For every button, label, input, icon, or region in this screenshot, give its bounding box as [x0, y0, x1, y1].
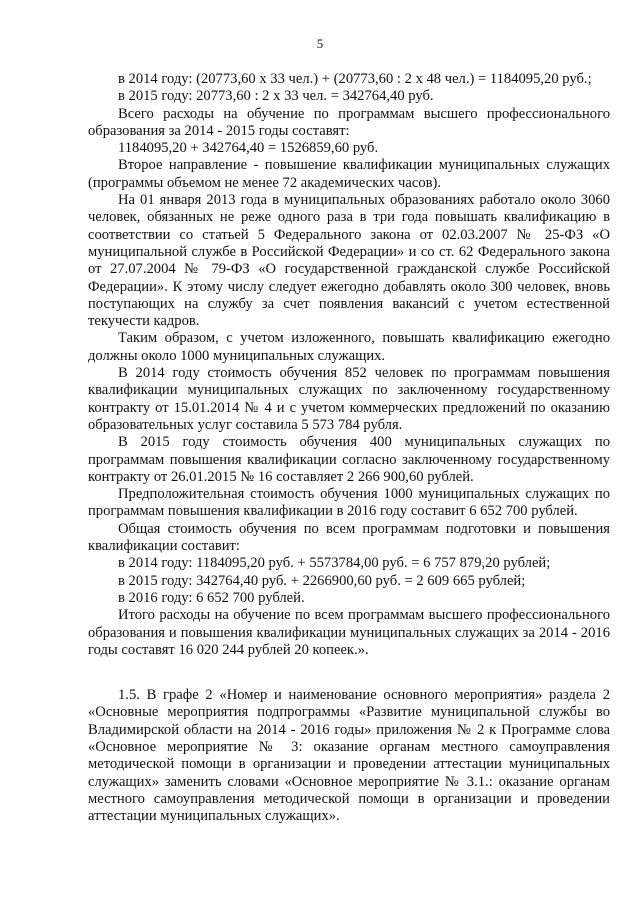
section-gap	[88, 659, 610, 687]
paragraph: Таким образом, с учетом изложенного, повышать квалификацию ежегодно должны около 1000 муниципальных служащих.	[88, 330, 610, 364]
paragraph: в 2014 году: 1184095,20 руб. + 5573784,00 руб. = 6 757 879,20 рублей;	[118, 555, 551, 572]
paragraph: 1184095,20 + 342764,40 = 1526859,60 руб.	[118, 140, 379, 157]
paragraph: в 2015 году: 342764,40 руб. + 2266900,60 руб. = 2 609 665 рублей;	[118, 572, 526, 589]
paragraph: в 2014 году: (20773,60 х 33 чел.) + (20773,60 : 2 х 48 чел.) = 1184095,20 руб.;	[118, 71, 592, 87]
paragraph: Общая стоимость обучения по всем программам подготовки и повышения квалификации составит:	[88, 520, 610, 555]
paragraph: Всего расходы на обучение по программам высшего профессионального образования за 2014 - 2015 годы составят:	[88, 105, 610, 139]
paragraph: Второе направление - повышение квалификации муниципальных служащих (программы объемом не менее 72 академических часов).	[88, 157, 610, 191]
paragraph: Итого расходы на обучение по всем программам высшего профессионального образования и повышения квалификации муниципальных служащих за 2014 - 2016 годы составят 16 020 244 рублей 20 копеек.».	[88, 607, 610, 658]
paragraph: В 2014 году стоимость обучения 852 человек по программам повышения квалификации муниципальных служащих по заключенному государственному контракту от 15.01.2014 № 4 и с учетом коммерческих предложений по оказанию образовательных услуг составила 5 573 784 рубля.	[88, 365, 610, 433]
paragraph: В 2015 году стоимость обучения 400 муниципальных служащих по программам повышения квалификации согласно заключенному государственному контракту от 26.01.2015 № 16 составляет 2 266 900,60 рублей.	[88, 434, 610, 485]
paragraph: 1.5. В графе 2 «Номер и наименование основного мероприятия» раздела 2 «Основные мероприятия подпрограммы «Развитие муниципальной службы во Владимирской области на 2014 - 2016 годы» приложения № 2 к Программе слова «Основное мероприятие № 3: оказание органам местного самоуправления методической помощи в организации и проведении аттестации муниципальных служащих» заменить словами «Основное мероприятие № 3.1.: оказание органам местного самоуправления методической помощи в организации и проведении аттестации муниципальных служащих».	[88, 687, 610, 825]
paragraph: На 01 января 2013 года в муниципальных образованиях работало около 3060 человек, обязанных не реже одного раза в три года повышать квалификацию в соответствии со статьей 5 Федерального закона от 02.03.2007 № 25-ФЗ «О муниципальной службе в Российской Федерации» и со ст. 62 Федерального закона от 27.07.2004 № 79-ФЗ «О государственной гражданской службе Российской Федерации». К этому числу следует ежегодно добавлять около 300 человек, вновь поступающих на службу за счет появления вакансий с учетом естественной текучести кадров.	[88, 192, 610, 330]
paragraph: в 2015 году: 20773,60 : 2 х 33 чел. = 342764,40 руб.	[118, 88, 434, 105]
paragraph: Предположительная стоимость обучения 1000 муниципальных служащих по программам повышения квалификации в 2016 году составит 6 652 700 рублей.	[88, 486, 610, 520]
paragraph: в 2016 году: 6 652 700 рублей.	[118, 589, 305, 606]
document-body	[88, 71, 610, 825]
page-number: 5	[316, 36, 324, 51]
